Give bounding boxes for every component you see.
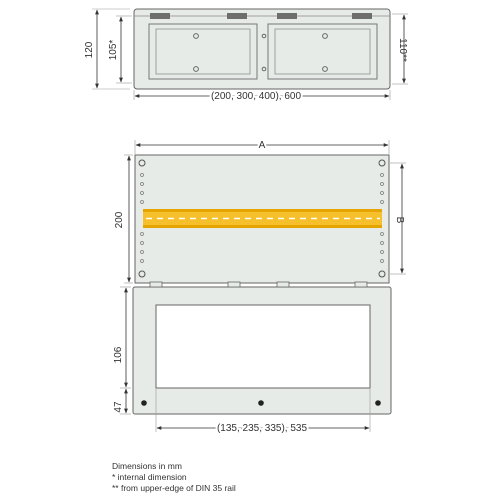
dim-plate-total-height bbox=[114, 155, 133, 283]
notes-din-rail: ** from upper-edge of DIN 35 rail bbox=[112, 483, 236, 493]
dim-cover-upper-height-label: 106 bbox=[113, 346, 124, 364]
dim-plate-width-label: A bbox=[258, 140, 266, 151]
top-view-body bbox=[134, 9, 390, 89]
cover-window bbox=[156, 305, 370, 388]
cover-mounting-hole bbox=[375, 400, 381, 406]
dim-cover-width-label: (135, 235, 335), 535 bbox=[216, 423, 308, 434]
top-clip-1 bbox=[150, 13, 170, 19]
dim-top-total-height-label: 120 bbox=[84, 41, 95, 59]
plate-corner-screw bbox=[139, 271, 145, 277]
mounting-plate bbox=[135, 155, 389, 283]
top-view bbox=[134, 9, 390, 89]
dim-plate-rail-height bbox=[390, 163, 406, 274]
top-clip-4 bbox=[352, 13, 372, 19]
cover-mounting-hole bbox=[141, 400, 147, 406]
dim-top-width bbox=[134, 90, 390, 102]
dim-top-total-height bbox=[84, 9, 130, 89]
dim-top-inner-height-label: 105* bbox=[108, 39, 119, 61]
din-rail bbox=[143, 209, 382, 228]
dim-top-width-label: (200, 300, 400), 600 bbox=[210, 91, 302, 102]
dim-plate-rail-height-label: B bbox=[394, 216, 405, 224]
plate-corner-screw bbox=[139, 160, 145, 166]
dimension-notes bbox=[112, 461, 236, 494]
cover-panel bbox=[133, 282, 391, 414]
plate-corner-screw bbox=[379, 271, 385, 277]
dim-plate-total-height-label: 200 bbox=[114, 211, 125, 229]
cover-mounting-hole bbox=[258, 400, 264, 406]
dim-cover-upper-height bbox=[113, 287, 131, 388]
dim-plate-width bbox=[135, 140, 389, 154]
dim-top-right-height-label: 110** bbox=[397, 38, 408, 62]
dim-top-right-height bbox=[392, 14, 408, 84]
top-clip-2 bbox=[227, 13, 247, 19]
dim-top-inner-height bbox=[108, 16, 132, 83]
dim-cover-lower-height-label: 47 bbox=[113, 401, 124, 413]
notes-units: Dimensions in mm bbox=[112, 461, 182, 471]
plate-corner-screw bbox=[379, 160, 385, 166]
top-clip-3 bbox=[277, 13, 297, 19]
dim-cover-lower-height bbox=[113, 389, 131, 414]
notes-internal: * internal dimension bbox=[112, 472, 187, 482]
